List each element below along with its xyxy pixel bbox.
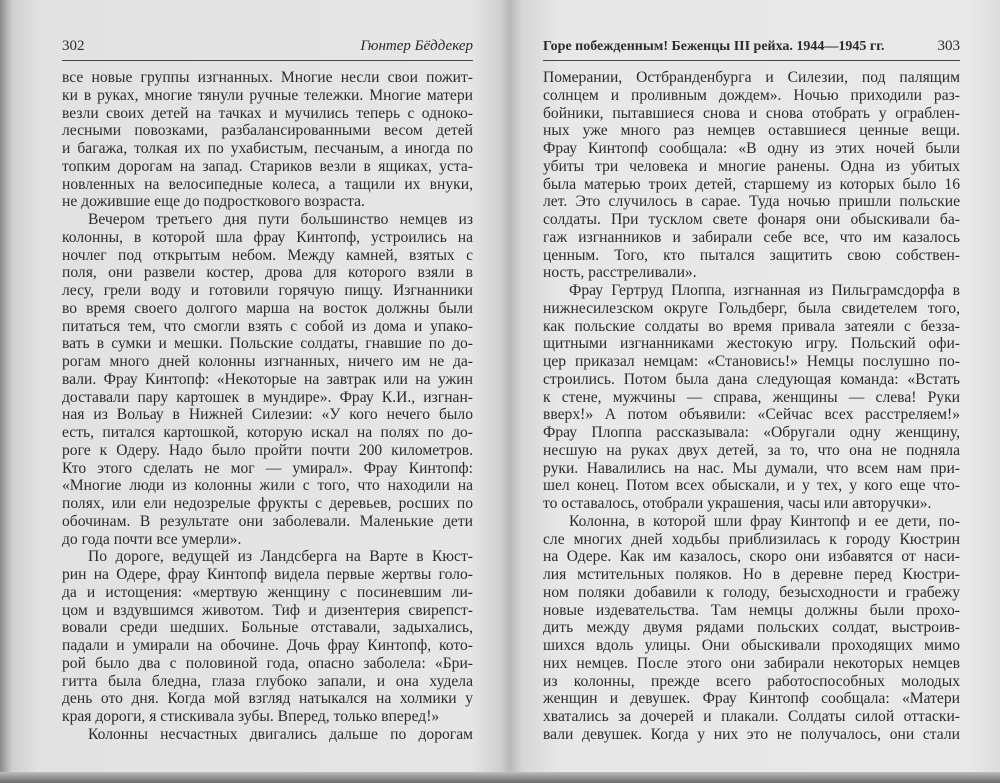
text-line: лесными повозками, разбалансированными весом детей — [62, 122, 473, 140]
right-page-header — [543, 38, 960, 61]
text-line: питаться тем, что смогли взять с собой из дома и упако- — [62, 317, 473, 335]
text-line: несшую на руках двух детей, за то, что она не подняла — [543, 441, 960, 459]
book-bottom-edge — [0, 772, 1000, 783]
text-line: во время своего долгого марша на восток должны были — [62, 299, 473, 317]
paragraph — [543, 69, 960, 282]
text-line: вали. Фрау Кинтопф: «Некоторые на завтрак или на ужин — [62, 370, 473, 388]
text-line: из колонны, прежде всего работоспособных молодых — [543, 672, 960, 690]
text-line: дить между двумя рядами польских солдат, выстроив- — [543, 619, 960, 637]
text-line: поля, они развели костер, дрова для которого взяли в — [62, 264, 473, 282]
text-line: Фрау Кинтопф сообщала: «В одну из этих ночей были — [543, 140, 960, 157]
text-line: ценным. Того, кто пытался защитить свою собствен- — [543, 246, 960, 264]
text-line: ночлег под открытым небом. Между камней, взятых с — [62, 246, 473, 264]
text-line: вать в сумки и мешки. Польские солдаты, гнавшие по до- — [62, 335, 473, 353]
text-line: убиты три человека и многие ранены. Одна из убитых — [543, 157, 960, 175]
text-line: хватались за дочерей и плакали. Солдаты силой оттаски- — [543, 708, 960, 725]
text-line: то оставалось, отобрали украшения, часы или авторучки». — [543, 495, 932, 512]
text-line: По дороге, ведущей из Ландсберга на Варте в Кюст- — [88, 548, 473, 566]
text-line: солдаты. При тусклом свете фонаря они обыскивали ба- — [543, 211, 960, 228]
paragraph — [543, 282, 960, 513]
text-line: день ото дня. Когда мой взгляд натыкался на холмики у — [62, 690, 473, 708]
text-line: колонны, в которой шла фрау Кинтопф, устроились на — [62, 228, 473, 246]
right-page-body — [543, 69, 960, 744]
text-line: нижнесилезском округе Гольдберг, была свидетелем того, — [543, 299, 960, 317]
text-line: была матерью троих детей, старшему из которых было 16 — [543, 175, 960, 193]
text-line: новые издевательства. Там немцы должны были прохо- — [543, 601, 960, 619]
text-line: ных уже много раз немцев оставшиеся ценные вещи. — [543, 122, 960, 140]
text-line: гитта была бледна, глаза глубоко запали, и она худела — [62, 672, 473, 690]
text-line: до года почти все умерли». — [62, 530, 242, 548]
text-line: к стене, мужчины — справа, женщины — слева! Руки — [543, 388, 960, 406]
text-line: сле многих дней ходьбы приблизилась к городу Кюстрин — [543, 530, 960, 548]
text-line: да и истощения: «мертвую женщину с посиневшим ли- — [62, 583, 473, 601]
text-line: ность, расстреливали». — [543, 264, 697, 282]
text-line: солнцем и проливным дождем». Ночью приходили раз- — [543, 86, 960, 104]
text-line: лесу, грели воду и готовили горячую пищу. Изгнанники — [62, 282, 473, 299]
text-line: шел конец. Потом всех обыскали, и у тех, у кого еще что- — [543, 477, 960, 495]
text-line: ном поляки добавили к голоду, безысходности и грабежу — [543, 583, 960, 601]
text-line: шихся вдоль улицы. Они обыскивали проходящих мимо — [543, 637, 960, 654]
text-line: рогам много дней колонны изгнанных, ничего им не да- — [62, 353, 473, 370]
paragraph — [62, 69, 473, 211]
text-line: цом и вздувшимся животом. Тиф и дизентерия свирепст- — [62, 601, 473, 619]
page-number: 302 — [62, 38, 85, 54]
text-line: лет. Это случилось в сарае. Туда ночью пришли польские — [543, 193, 960, 211]
text-line: роге к Одеру. Надо было пройти почти 200 километров. — [62, 441, 473, 459]
text-line: Колонны несчастных двигались дальше по дорогам — [88, 725, 473, 743]
text-line: Фрау Плоппа рассказывала: «Обругали одну женщину, — [543, 424, 960, 441]
paragraph — [62, 211, 473, 548]
text-line: бойники, пытавшиеся снова и снова отобрать у ограблен- — [543, 104, 960, 122]
text-line: лия мстительных поляков. Но в деревне перед Кюстри- — [543, 566, 960, 583]
text-line: везли своих детей на тачках и мучились теперь с одноко- — [62, 104, 473, 122]
text-line: рой было два с половиной года, опасно заболела: «Бри- — [62, 654, 473, 672]
text-line: Колонна, в которой шли фрау Кинтопф и ее дети, по- — [569, 512, 960, 530]
paragraph — [62, 548, 473, 726]
running-head-title: Горе побежденным! Беженцы III рейха. 1944—1945 гг. — [543, 39, 885, 54]
text-line: новленных на велосипедные колеса, а тащили их внуки, — [62, 175, 473, 193]
page-number: 303 — [937, 38, 960, 54]
text-line: доставали пару картошек в мундире». Фрау К.И., изгнан- — [62, 388, 473, 406]
text-line: падали и умирали на обочине. Дочь фрау Кинтопф, кото- — [62, 637, 473, 654]
text-line: есть, питался картошкой, которую искал на полях по до- — [62, 424, 473, 441]
left-page-body — [62, 69, 473, 744]
paragraph — [543, 513, 960, 744]
text-line: обочинам. В результате они заболевали. Маленькие дети — [62, 512, 473, 530]
text-line: Вечером третьего дня пути большинство немцев из — [88, 211, 473, 228]
text-line: руки. Навалились на нас. Мы думали, что всем нам при- — [543, 459, 960, 477]
text-line: «Многие люди из колонны жили с того, что находили на — [62, 477, 473, 495]
text-line: ки в руках, многие тянули ручные тележки. Многие матери — [62, 86, 473, 104]
text-line: полях, или ели недозрелые фрукты с деревьев, росших по — [62, 495, 473, 512]
text-line: как польские солдаты во время привала затеяли с безза- — [543, 317, 960, 335]
text-line: Кто этого сделать не мог — умирал». Фрау Кинтопф: — [62, 459, 473, 477]
running-head-author: Гюнтер Бёддекер — [360, 38, 473, 54]
text-line: гаж изгнанников и забирали себе все, что им казалось — [543, 228, 960, 246]
text-line: рин на Одере, фрау Кинтопф видела первые жертвы голо- — [62, 566, 473, 583]
text-line: вовали среди шедших. Больные отставали, задыхались, — [62, 619, 473, 637]
left-page — [62, 38, 473, 744]
right-page — [543, 38, 960, 744]
text-line: щитными изгнанниками жестокую игру. Польский офи- — [543, 335, 960, 353]
text-line: все новые группы изгнанных. Многие несли свои пожит- — [62, 69, 473, 86]
text-line: Померании, Остбранденбурга и Силезии, под палящим — [543, 69, 960, 86]
left-page-header — [62, 38, 473, 61]
text-line: вали девушек. Когда у них это не получалось, они стали — [543, 725, 960, 743]
paragraph — [62, 726, 473, 744]
text-line: края дороги, я стискивала зубы. Вперед, только вперед!» — [62, 708, 440, 725]
text-line: ная из Вольау в Нижней Силезии: «У кого нечего было — [62, 406, 473, 424]
text-line: не дожившие еще до подросткового возраста. — [62, 193, 365, 211]
text-line: цер приказал немцам: «Становись!» Немцы послушно по- — [543, 353, 960, 370]
text-line: топким дорогам на запад. Стариков везли в ящиках, уста- — [62, 157, 473, 175]
text-line: строились. Потом была дана следующая команда: «Встать — [543, 370, 960, 388]
text-line: Фрау Гертруд Плоппа, изгнанная из Пильграмсдорфа в — [569, 282, 960, 299]
text-line: вверх!» А потом объявили: «Сейчас всех расстреляем!» — [543, 406, 960, 424]
text-line: них немцев. После этого они забирали некоторых немцев — [543, 654, 960, 672]
text-line: на Одере. Как им казалось, скоро они избавятся от наси- — [543, 548, 960, 566]
text-line: женщин и девушек. Фрау Кинтопф сообщала: «Матери — [543, 690, 960, 708]
text-line: и багажа, толкая их по ухабистым, песчаным, а иногда по — [62, 140, 473, 157]
